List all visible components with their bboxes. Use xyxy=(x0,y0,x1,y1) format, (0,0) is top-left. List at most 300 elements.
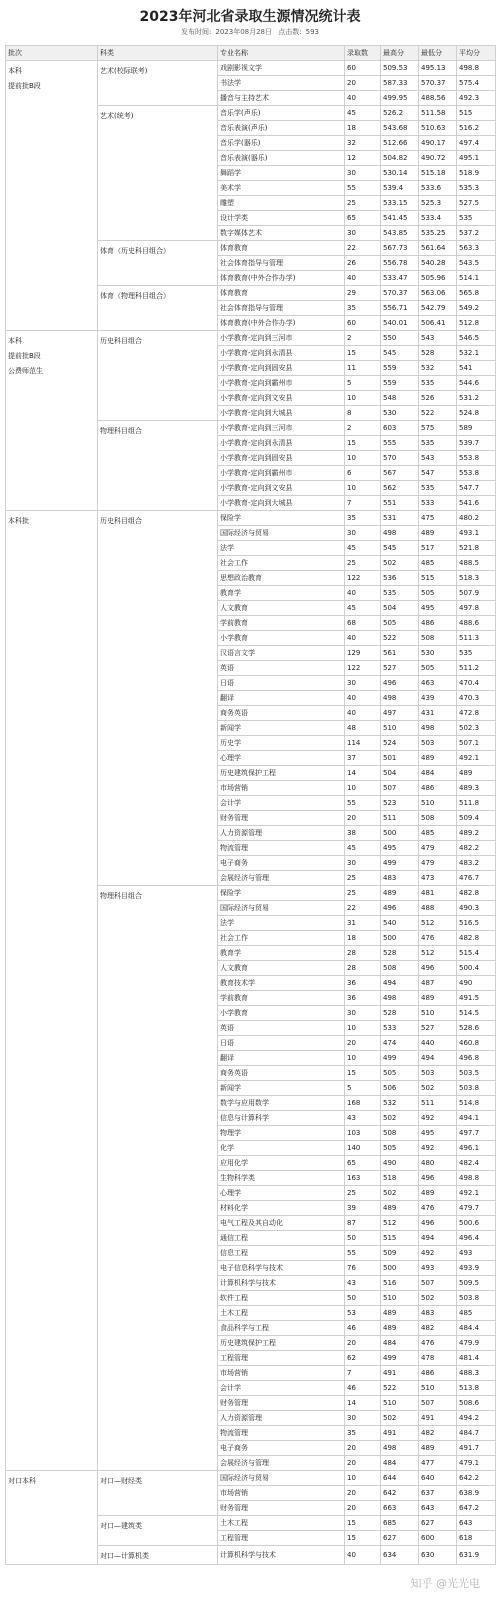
max-score-cell: 559 xyxy=(381,361,419,376)
admitted-cell: 28 xyxy=(345,961,381,976)
admitted-cell: 12 xyxy=(345,151,381,166)
avg-score-cell: 512.8 xyxy=(457,316,496,331)
admitted-cell: 15 xyxy=(345,1516,381,1531)
admitted-cell: 20 xyxy=(345,1486,381,1501)
max-score-cell: 498 xyxy=(381,991,419,1006)
max-score-cell: 555 xyxy=(381,436,419,451)
major-cell: 心理学 xyxy=(218,751,345,766)
max-score-cell: 524 xyxy=(381,736,419,751)
max-score-cell: 491 xyxy=(381,1426,419,1441)
max-score-cell: 510 xyxy=(381,1396,419,1411)
avg-score-cell: 541.6 xyxy=(457,496,496,511)
major-cell: 音乐表演(器乐) xyxy=(218,151,345,166)
avg-score-cell: 565.8 xyxy=(457,286,496,301)
max-score-cell: 499 xyxy=(381,856,419,871)
major-cell: 体育教育 xyxy=(218,241,345,256)
min-score-cell: 627 xyxy=(419,1516,457,1531)
min-score-cell: 491 xyxy=(419,1411,457,1426)
min-score-cell: 498 xyxy=(419,721,457,736)
min-score-cell: 492 xyxy=(419,1111,457,1126)
max-score-cell: 535 xyxy=(381,586,419,601)
avg-score-cell: 497.4 xyxy=(457,136,496,151)
admitted-cell: 20 xyxy=(345,811,381,826)
batch-label: 对口本科 xyxy=(8,1477,36,1485)
avg-score-cell: 539.7 xyxy=(457,436,496,451)
min-score-cell: 489 xyxy=(419,751,457,766)
max-score-cell: 663 xyxy=(381,1501,419,1516)
avg-score-cell: 535.3 xyxy=(457,181,496,196)
admitted-cell: 25 xyxy=(345,886,381,901)
min-score-cell: 494 xyxy=(419,1051,457,1066)
min-score-cell: 478 xyxy=(419,1351,457,1366)
max-score-cell: 499 xyxy=(381,1351,419,1366)
avg-score-cell: 516.5 xyxy=(457,916,496,931)
max-score-cell: 505 xyxy=(381,616,419,631)
major-cell: 社会体育指导与管理 xyxy=(218,301,345,316)
major-cell: 小学教育-定向到永清县 xyxy=(218,436,345,451)
major-cell: 学前教育 xyxy=(218,616,345,631)
max-score-cell: 505 xyxy=(381,1066,419,1081)
admitted-cell: 29 xyxy=(345,286,381,301)
major-cell: 小学教育-定向到文安县 xyxy=(218,481,345,496)
major-cell: 书法学 xyxy=(218,76,345,91)
clicks-count: 593 xyxy=(305,28,319,36)
max-score-cell: 603 xyxy=(381,421,419,436)
major-cell: 法学 xyxy=(218,541,345,556)
min-score-cell: 533.6 xyxy=(419,181,457,196)
min-score-cell: 490.17 xyxy=(419,136,457,151)
admitted-cell: 15 xyxy=(345,1066,381,1081)
min-score-cell: 512 xyxy=(419,916,457,931)
min-score-cell: 600 xyxy=(419,1531,457,1546)
max-score-cell: 500 xyxy=(381,826,419,841)
major-cell: 材料化学 xyxy=(218,1201,345,1216)
admitted-cell: 5 xyxy=(345,1081,381,1096)
max-score-cell: 533.15 xyxy=(381,196,419,211)
max-score-cell: 502 xyxy=(381,1411,419,1426)
avg-score-cell: 482.4 xyxy=(457,1156,496,1171)
admitted-cell: 25 xyxy=(345,196,381,211)
major-cell: 小学教育-定向到霸州市 xyxy=(218,376,345,391)
header-min-score: 最低分 xyxy=(419,46,457,61)
admitted-cell: 40 xyxy=(345,691,381,706)
major-cell: 新闻学 xyxy=(218,721,345,736)
min-score-cell: 515.18 xyxy=(419,166,457,181)
admitted-cell: 40 xyxy=(345,91,381,106)
avg-score-cell: 484.7 xyxy=(457,1426,496,1441)
max-score-cell: 518 xyxy=(381,1171,419,1186)
admitted-cell: 65 xyxy=(345,1156,381,1171)
avg-score-cell: 483.2 xyxy=(457,856,496,871)
avg-score-cell: 643 xyxy=(457,1516,496,1531)
avg-score-cell: 479.9 xyxy=(457,1336,496,1351)
category-cell: 对口—财经类 xyxy=(98,1471,218,1516)
min-score-cell: 515 xyxy=(419,571,457,586)
max-score-cell: 506 xyxy=(381,1081,419,1096)
major-cell: 数学与应用数学 xyxy=(218,1096,345,1111)
max-score-cell: 510 xyxy=(381,721,419,736)
avg-score-cell: 511.2 xyxy=(457,661,496,676)
published-label: 发布时间: xyxy=(181,28,212,36)
major-cell: 物流管理 xyxy=(218,1426,345,1441)
admitted-cell: 15 xyxy=(345,436,381,451)
avg-score-cell: 490.3 xyxy=(457,901,496,916)
major-cell: 人文教育 xyxy=(218,601,345,616)
max-score-cell: 540 xyxy=(381,916,419,931)
major-cell: 食品科学与工程 xyxy=(218,1321,345,1336)
max-score-cell: 642 xyxy=(381,1486,419,1501)
admitted-cell: 46 xyxy=(345,1381,381,1396)
avg-score-cell: 492.1 xyxy=(457,1186,496,1201)
min-score-cell: 503 xyxy=(419,1066,457,1081)
avg-score-cell: 500.6 xyxy=(457,1216,496,1231)
admitted-cell: 20 xyxy=(345,1441,381,1456)
header-max-score: 最高分 xyxy=(381,46,419,61)
max-score-cell: 533.47 xyxy=(381,271,419,286)
major-cell: 社会工作 xyxy=(218,556,345,571)
min-score-cell: 492 xyxy=(419,1141,457,1156)
admitted-cell: 103 xyxy=(345,1126,381,1141)
major-cell: 会展经济与管理 xyxy=(218,871,345,886)
major-cell: 电子信息科学与技术 xyxy=(218,1261,345,1276)
avg-score-cell: 490 xyxy=(457,976,496,991)
major-cell: 设计学类 xyxy=(218,211,345,226)
admitted-cell: 22 xyxy=(345,901,381,916)
min-score-cell: 488.56 xyxy=(419,91,457,106)
admitted-cell: 48 xyxy=(345,721,381,736)
avg-score-cell: 470.4 xyxy=(457,676,496,691)
avg-score-cell: 511.8 xyxy=(457,796,496,811)
avg-score-cell: 491.7 xyxy=(457,1441,496,1456)
major-cell: 小学教育-定向到大城县 xyxy=(218,496,345,511)
admitted-cell: 20 xyxy=(345,1456,381,1471)
admitted-cell: 28 xyxy=(345,946,381,961)
major-cell: 日语 xyxy=(218,1036,345,1051)
major-cell: 心理学 xyxy=(218,1186,345,1201)
min-score-cell: 505 xyxy=(419,586,457,601)
avg-score-cell: 518.3 xyxy=(457,571,496,586)
avg-score-cell: 528.6 xyxy=(457,1021,496,1036)
min-score-cell: 510 xyxy=(419,1381,457,1396)
min-score-cell: 431 xyxy=(419,706,457,721)
avg-score-cell: 631.9 xyxy=(457,1546,496,1565)
admitted-cell: 30 xyxy=(345,226,381,241)
header-avg-score: 平均分 xyxy=(457,46,496,61)
major-cell: 音乐学(器乐) xyxy=(218,136,345,151)
admitted-cell: 10 xyxy=(345,1471,381,1486)
admitted-cell: 14 xyxy=(345,766,381,781)
min-score-cell: 528 xyxy=(419,346,457,361)
max-score-cell: 587.33 xyxy=(381,76,419,91)
max-score-cell: 499 xyxy=(381,1051,419,1066)
major-cell: 保险学 xyxy=(218,511,345,526)
batch-label: 提前批B段 xyxy=(8,352,41,360)
admitted-cell: 53 xyxy=(345,1306,381,1321)
batch-cell xyxy=(6,1471,98,1565)
max-score-cell: 509.53 xyxy=(381,61,419,76)
category-cell: 历史科目组合 xyxy=(98,331,218,421)
admitted-cell: 43 xyxy=(345,1276,381,1291)
avg-score-cell: 514.8 xyxy=(457,1096,496,1111)
major-cell: 工程管理 xyxy=(218,1351,345,1366)
category-cell: 艺术(统考) xyxy=(98,106,218,241)
min-score-cell: 489 xyxy=(419,526,457,541)
major-cell: 市场营销 xyxy=(218,781,345,796)
avg-score-cell: 488.3 xyxy=(457,1366,496,1381)
avg-score-cell: 524.8 xyxy=(457,406,496,421)
min-score-cell: 482 xyxy=(419,1321,457,1336)
header-category: 科类 xyxy=(98,46,218,61)
major-cell: 新闻学 xyxy=(218,1081,345,1096)
avg-score-cell: 511.3 xyxy=(457,631,496,646)
min-score-cell: 479 xyxy=(419,856,457,871)
category-cell: 艺术(校际联考) xyxy=(98,61,218,106)
min-score-cell: 507 xyxy=(419,1276,457,1291)
min-score-cell: 561.64 xyxy=(419,241,457,256)
batch-label: 本科批 xyxy=(8,517,29,525)
min-score-cell: 493 xyxy=(419,1261,457,1276)
major-cell: 化学 xyxy=(218,1141,345,1156)
min-score-cell: 542.79 xyxy=(419,301,457,316)
admitted-cell: 2 xyxy=(345,331,381,346)
admitted-cell: 10 xyxy=(345,1021,381,1036)
avg-score-cell: 480.2 xyxy=(457,511,496,526)
major-cell: 音乐学(声乐) xyxy=(218,106,345,121)
avg-score-cell: 476.7 xyxy=(457,871,496,886)
major-cell: 通信工程 xyxy=(218,1231,345,1246)
min-score-cell: 475 xyxy=(419,511,457,526)
major-cell: 播音与主持艺术 xyxy=(218,91,345,106)
max-score-cell: 522 xyxy=(381,631,419,646)
max-score-cell: 500 xyxy=(381,1261,419,1276)
avg-score-cell: 514.5 xyxy=(457,1006,496,1021)
admitted-cell: 122 xyxy=(345,661,381,676)
min-score-cell: 508 xyxy=(419,631,457,646)
max-score-cell: 504 xyxy=(381,601,419,616)
max-score-cell: 685 xyxy=(381,1516,419,1531)
major-cell: 小学教育-定向到永清县 xyxy=(218,346,345,361)
table-row xyxy=(6,331,496,346)
major-cell: 财务管理 xyxy=(218,1396,345,1411)
admitted-cell: 76 xyxy=(345,1261,381,1276)
category-cell: 体育（物理科目组合） xyxy=(98,286,218,331)
admitted-cell: 30 xyxy=(345,166,381,181)
max-score-cell: 531 xyxy=(381,511,419,526)
watermark: 知乎 @光光电 xyxy=(410,1577,480,1590)
major-cell: 生物科学类 xyxy=(218,1171,345,1186)
max-score-cell: 550 xyxy=(381,331,419,346)
major-cell: 电气工程及其自动化 xyxy=(218,1216,345,1231)
min-score-cell: 476 xyxy=(419,931,457,946)
admitted-cell: 55 xyxy=(345,181,381,196)
max-score-cell: 498 xyxy=(381,1441,419,1456)
major-cell: 小学教育 xyxy=(218,1006,345,1021)
major-cell: 小学教育-定向到大城县 xyxy=(218,406,345,421)
admitted-cell: 36 xyxy=(345,991,381,1006)
max-score-cell: 512 xyxy=(381,1216,419,1231)
max-score-cell: 498 xyxy=(381,526,419,541)
max-score-cell: 495 xyxy=(381,841,419,856)
admitted-cell: 50 xyxy=(345,1231,381,1246)
min-score-cell: 486 xyxy=(419,616,457,631)
min-score-cell: 630 xyxy=(419,1546,457,1565)
min-score-cell: 489 xyxy=(419,1186,457,1201)
avg-score-cell: 495.1 xyxy=(457,151,496,166)
min-score-cell: 535 xyxy=(419,376,457,391)
admitted-cell: 15 xyxy=(345,346,381,361)
avg-score-cell: 516.2 xyxy=(457,121,496,136)
admitted-cell: 45 xyxy=(345,541,381,556)
major-cell: 市场营销 xyxy=(218,1366,345,1381)
admitted-cell: 30 xyxy=(345,526,381,541)
max-score-cell: 491 xyxy=(381,1366,419,1381)
avg-score-cell: 493.9 xyxy=(457,1261,496,1276)
admitted-cell: 163 xyxy=(345,1171,381,1186)
major-cell: 电子商务 xyxy=(218,856,345,871)
avg-score-cell: 535 xyxy=(457,211,496,226)
min-score-cell: 473 xyxy=(419,871,457,886)
admitted-cell: 18 xyxy=(345,931,381,946)
admitted-cell: 20 xyxy=(345,1501,381,1516)
table-row xyxy=(6,1471,496,1486)
avg-score-cell: 575.4 xyxy=(457,76,496,91)
admitted-cell: 38 xyxy=(345,826,381,841)
min-score-cell: 543 xyxy=(419,451,457,466)
min-score-cell: 535.25 xyxy=(419,226,457,241)
min-score-cell: 495 xyxy=(419,601,457,616)
avg-score-cell: 488.5 xyxy=(457,556,496,571)
avg-score-cell: 493 xyxy=(457,1246,496,1261)
major-cell: 人力资源管理 xyxy=(218,1411,345,1426)
admitted-cell: 45 xyxy=(345,106,381,121)
batch-label: 提前批B段 xyxy=(8,82,41,90)
major-cell: 戏剧影视文学 xyxy=(218,61,345,76)
max-score-cell: 540.01 xyxy=(381,316,419,331)
published-date: 2023年08月28日 xyxy=(215,28,273,36)
admitted-cell: 8 xyxy=(345,406,381,421)
admitted-cell: 55 xyxy=(345,796,381,811)
max-score-cell: 541.45 xyxy=(381,211,419,226)
admitted-cell: 36 xyxy=(345,976,381,991)
max-score-cell: 501 xyxy=(381,751,419,766)
admitted-cell: 168 xyxy=(345,1096,381,1111)
max-score-cell: 551 xyxy=(381,496,419,511)
admitted-cell: 114 xyxy=(345,736,381,751)
min-score-cell: 530 xyxy=(419,646,457,661)
admitted-cell: 10 xyxy=(345,481,381,496)
major-cell: 历史建筑保护工程 xyxy=(218,1336,345,1351)
min-score-cell: 535 xyxy=(419,481,457,496)
max-score-cell: 556.78 xyxy=(381,256,419,271)
avg-score-cell: 531.2 xyxy=(457,391,496,406)
min-score-cell: 570.37 xyxy=(419,76,457,91)
admitted-cell: 14 xyxy=(345,1396,381,1411)
avg-score-cell: 492.1 xyxy=(457,751,496,766)
max-score-cell: 522 xyxy=(381,1381,419,1396)
avg-score-cell: 484.4 xyxy=(457,1321,496,1336)
major-cell: 财务管理 xyxy=(218,1501,345,1516)
admitted-cell: 40 xyxy=(345,631,381,646)
min-score-cell: 440 xyxy=(419,1036,457,1051)
min-score-cell: 492 xyxy=(419,1246,457,1261)
major-cell: 计算机科学与技术 xyxy=(218,1276,345,1291)
max-score-cell: 644 xyxy=(381,1471,419,1486)
admitted-cell: 32 xyxy=(345,136,381,151)
avg-score-cell: 497.8 xyxy=(457,601,496,616)
min-score-cell: 510 xyxy=(419,796,457,811)
min-score-cell: 486 xyxy=(419,1366,457,1381)
avg-score-cell: 549.2 xyxy=(457,301,496,316)
max-score-cell: 539.4 xyxy=(381,181,419,196)
major-cell: 保险学 xyxy=(218,886,345,901)
min-score-cell: 477 xyxy=(419,1456,457,1471)
admitted-cell: 40 xyxy=(345,706,381,721)
avg-score-cell: 496.8 xyxy=(457,1051,496,1066)
avg-score-cell: 503.8 xyxy=(457,1081,496,1096)
min-score-cell: 496 xyxy=(419,961,457,976)
admitted-cell: 65 xyxy=(345,211,381,226)
major-cell: 汉语言文学 xyxy=(218,646,345,661)
admitted-cell: 11 xyxy=(345,361,381,376)
min-score-cell: 511.58 xyxy=(419,106,457,121)
major-cell: 信息工程 xyxy=(218,1246,345,1261)
min-score-cell: 533 xyxy=(419,496,457,511)
major-cell: 教育学 xyxy=(218,586,345,601)
avg-score-cell: 544.6 xyxy=(457,376,496,391)
max-score-cell: 508 xyxy=(381,961,419,976)
avg-score-cell: 537.2 xyxy=(457,226,496,241)
major-cell: 教育学 xyxy=(218,946,345,961)
major-cell: 舞蹈学 xyxy=(218,166,345,181)
table-row xyxy=(6,511,496,526)
avg-score-cell: 494.1 xyxy=(457,1111,496,1126)
min-score-cell: 484 xyxy=(419,766,457,781)
admitted-cell: 60 xyxy=(345,61,381,76)
avg-score-cell: 494.2 xyxy=(457,1411,496,1426)
major-cell: 国际经济与贸易 xyxy=(218,526,345,541)
max-score-cell: 528 xyxy=(381,1006,419,1021)
avg-score-cell: 470.3 xyxy=(457,691,496,706)
batch-label: 本科 xyxy=(8,67,22,75)
min-score-cell: 482 xyxy=(419,1426,457,1441)
avg-score-cell: 513.8 xyxy=(457,1381,496,1396)
min-score-cell: 496 xyxy=(419,1171,457,1186)
major-cell: 市场营销 xyxy=(218,1486,345,1501)
max-score-cell: 523 xyxy=(381,796,419,811)
min-score-cell: 563.06 xyxy=(419,286,457,301)
min-score-cell: 527 xyxy=(419,1021,457,1036)
max-score-cell: 570 xyxy=(381,451,419,466)
avg-score-cell: 496.1 xyxy=(457,1141,496,1156)
major-cell: 小学教育-定向到三河市 xyxy=(218,331,345,346)
max-score-cell: 570.37 xyxy=(381,286,419,301)
major-cell: 小学教育-定向到霸州市 xyxy=(218,466,345,481)
publish-meta xyxy=(0,27,500,37)
avg-score-cell: 514.1 xyxy=(457,271,496,286)
avg-score-cell: 642.2 xyxy=(457,1471,496,1486)
admitted-cell: 30 xyxy=(345,1411,381,1426)
admitted-cell: 10 xyxy=(345,391,381,406)
admitted-cell: 68 xyxy=(345,616,381,631)
admitted-cell: 10 xyxy=(345,781,381,796)
admitted-cell: 22 xyxy=(345,241,381,256)
min-score-cell: 479 xyxy=(419,841,457,856)
admitted-cell: 20 xyxy=(345,1036,381,1051)
admitted-cell: 20 xyxy=(345,76,381,91)
max-score-cell: 494 xyxy=(381,976,419,991)
avg-score-cell: 509.5 xyxy=(457,1276,496,1291)
avg-score-cell: 589 xyxy=(457,421,496,436)
